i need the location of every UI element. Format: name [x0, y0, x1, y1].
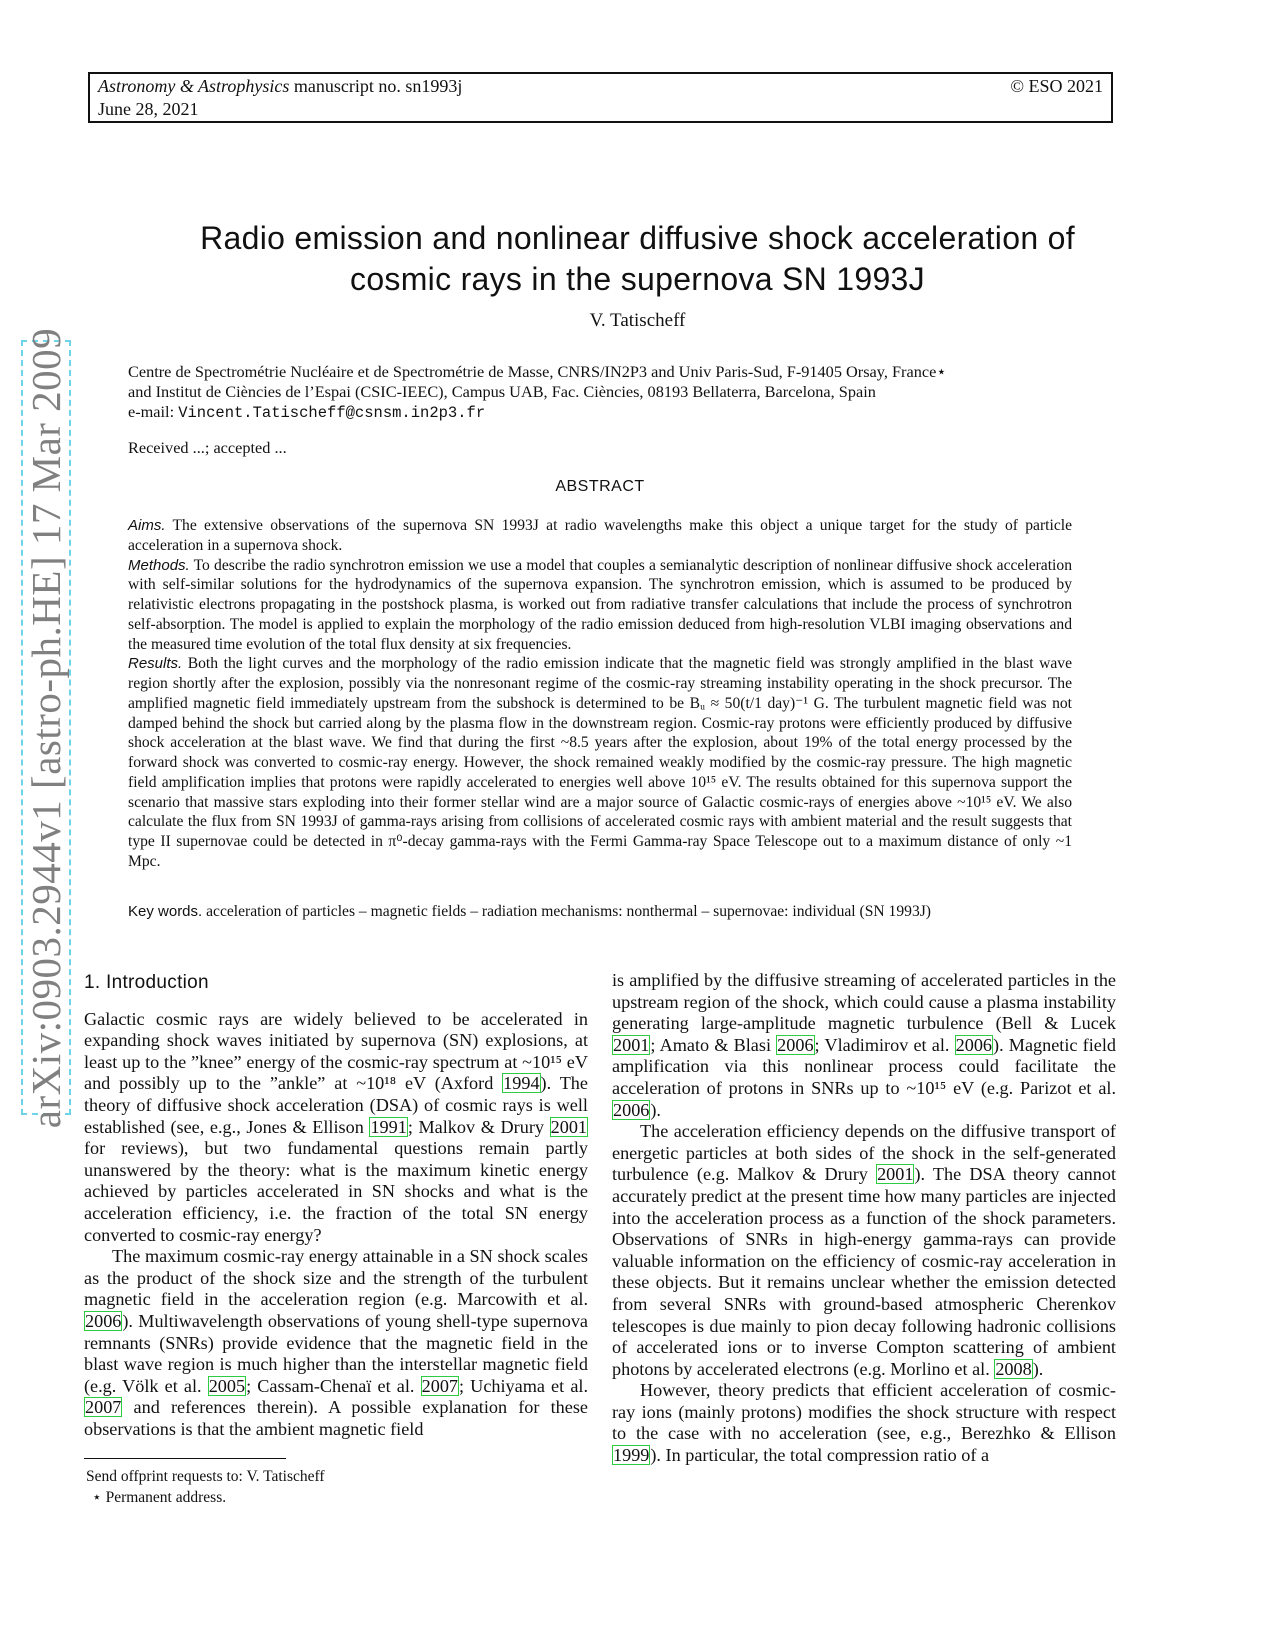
- text-run: ).: [1032, 1358, 1044, 1379]
- keywords-label: Key words.: [128, 903, 203, 920]
- email-link[interactable]: Vincent.Tatischeff@csnsm.in2p3.fr: [178, 404, 486, 422]
- paper-title: [100, 218, 1175, 300]
- left-paragraphs: [84, 1009, 588, 1441]
- journal-header: [88, 72, 1113, 123]
- left-column: [84, 970, 588, 1440]
- aims-text: The extensive observations of the supernova SN 1993J at radio wavelengths make this object a unique target for the study of particle acceleration in a supernova shock.: [128, 517, 1072, 554]
- paragraph: [84, 1246, 588, 1440]
- citation-link[interactable]: 1999: [613, 1445, 650, 1466]
- section-heading: 1. Introduction: [84, 972, 209, 993]
- text-run: The acceleration efficiency depends on the diffusive transport of energetic particles at both sides of the shock in the self-generated turbulence (e.g. Malkov & Drury: [612, 1121, 1116, 1185]
- title-line: cosmic rays in the supernova SN 1993J: [350, 261, 925, 297]
- affiliation: and Institut de Ciències de l’Espai (CSIC-IEEC), Campus UAB, Fac. Ciències, 08193 Bellaterra, Barcelona, Spain: [128, 382, 876, 401]
- author: V. Tatischeff: [589, 310, 686, 331]
- aims-label: Aims.: [128, 517, 166, 534]
- text-run: Galactic cosmic rays are widely believed to be accelerated in expanding shock waves initiated by supernova (SN) explosions, at least up to the ”knee” energy of the cosmic-ray spectrum at ~10¹⁵ eV and possibly up to the ”ankle” at ~10¹⁸ eV (Axford: [84, 1008, 588, 1094]
- arxiv-id: arXiv:0903.2944v1 [astro-ph.HE] 17 Mar 2009: [23, 327, 69, 1128]
- text-run: is amplified by the diffusive streaming of accelerated particles in the upstream region of the shock, which could cause a plasma instability generating large-amplitude magnetic turbulence (Bell & Lucek: [612, 970, 1116, 1034]
- right-column: [612, 970, 1116, 1467]
- citation-link[interactable]: 2005: [208, 1375, 246, 1396]
- text-run: ; Amato & Blasi: [650, 1034, 777, 1055]
- header-date: June 28, 2021: [98, 99, 199, 119]
- keywords: [128, 903, 931, 921]
- citation-link[interactable]: 2001: [613, 1034, 650, 1055]
- right-paragraphs: [612, 970, 1116, 1467]
- text-run: ). The theory of diffusive shock acceleration (DSA) of cosmic rays is well established (see, e.g., Jones & Ellison: [84, 1073, 588, 1137]
- citation-link[interactable]: 2001: [877, 1164, 914, 1185]
- citation-link[interactable]: 2006: [85, 1310, 122, 1331]
- abstract: [128, 516, 1072, 872]
- text-run: ). In particular, the total compression ratio of a: [650, 1445, 990, 1466]
- arxiv-stamp: [21, 327, 71, 1128]
- text-run: ; Vladimirov et al.: [814, 1034, 955, 1055]
- text-run: ). Magnetic field amplification via this nonlinear process could facilitate the acceleration of protons in SNRs up to ~10¹⁵ eV (e.g. Parizot et al.: [612, 1034, 1116, 1098]
- received-line: Received ...; accepted ...: [128, 438, 287, 457]
- text-run: ).: [650, 1099, 661, 1120]
- footnote-rule: [84, 1458, 286, 1459]
- citation-link[interactable]: 2008: [995, 1358, 1032, 1379]
- paragraph: [84, 1009, 588, 1247]
- text-run: and references therein). A possible explanation for these observations is that the ambient magnetic field: [84, 1397, 588, 1439]
- footnote-address: ⋆ Permanent address.: [92, 1489, 227, 1506]
- abstract-heading: ABSTRACT: [555, 478, 645, 495]
- methods-text: To describe the radio synchrotron emission we use a model that couples a semianalytic description of nonlinear diffusive shock acceleration with self-similar solutions for the hydrodynamics of the supernova expansion. The synchrotron emission, which is assumed to be produced by relativistic electrons propagating in the postshock plasma, is worked out from radiative transfer calculations that include the process of synchrotron self-absorption. The model is applied to explain the morphology of the radio emission deduced from high-resolution VLBI imaging observations and the measured time evolution of the total flux density at six frequencies.: [128, 556, 1072, 653]
- text-run: ; Malkov & Drury: [407, 1116, 550, 1137]
- text-run: ). Multiwavelength observations of young shell-type supernova remnants (SNRs) provide evidence that the magnetic field in the blast wave region is much higher than the interstellar magnetic field (e.g. Völk et al.: [84, 1310, 588, 1396]
- paragraph: [612, 1121, 1116, 1380]
- citation-link[interactable]: 1994: [503, 1073, 540, 1094]
- citation-link[interactable]: 2006: [955, 1034, 993, 1055]
- results-text: Both the light curves and the morphology of the radio emission indicate that the magnetic field was strongly amplified in the blast wave region shortly after the explosion, possibly via the nonresonant regime of the cosmic-ray streaming instability operating in the shock precursor. The amplified magnetic field immediately upstream from the subshock is determined to be Bᵤ ≈ 50(t/1 day)⁻¹ G. The turbulent magnetic field was not damped behind the shock but carried along by the plasma flow in the downstream region. Cosmic-ray protons were efficiently produced by diffusive shock acceleration at the blast wave. We find that during the first ~8.5 years after the explosion, about 19% of the total energy processed by the forward shock was converted to cosmic-ray energy. However, the shock remained weakly modified by the cosmic-ray pressure. The high magnetic field amplification implies that protons were rapidly accelerated to energies well above 10¹⁵ eV. The results obtained for this supernova support the scenario that massive stars exploding into their former stellar wind are a major source of Galactic cosmic-rays of energies above ~10¹⁵ eV. We also calculate the flux from SN 1993J of gamma-rays arising from collisions of accelerated cosmic rays with ambient material and the result suggests that type II supernovae could be detected in π⁰-decay gamma-rays with the Fermi Gamma-ray Space Telescope out to a maximum distance of only ~1 Mpc.: [128, 655, 1072, 870]
- text-run: However, theory predicts that efficient acceleration of cosmic-ray ions (mainly protons) modifies the shock structure with respect to the case with no acceleration (see, e.g., Berezhko & Ellison: [612, 1380, 1116, 1444]
- citation-link[interactable]: 2007: [421, 1375, 458, 1396]
- title-line: Radio emission and nonlinear diffusive shock acceleration of: [200, 220, 1075, 256]
- text-run: The maximum cosmic-ray energy attainable in a SN shock scales as the product of the shock size and the strength of the turbulent magnetic field in the acceleration region (e.g. Marcowith et al.: [84, 1246, 588, 1310]
- manuscript-number: manuscript no. sn1993j: [289, 76, 463, 96]
- paragraph: [612, 1380, 1116, 1466]
- text-run: ). The DSA theory cannot accurately predict at the present time how many particles are injected into the acceleration process as a function of the shock parameters. Observations of SNRs in high-energy gamma-rays can provide valuable information on the efficiency of cosmic-ray acceleration in these objects. But it remains unclear whether the emission detected from several SNRs with ground-based atmospheric Cherenkov telescopes is due mainly to pion decay following hadronic collisions of accelerated ions or to inverse Compton scattering of ambient photons by accelerated electrons (e.g. Morlino et al.: [612, 1164, 1116, 1379]
- copyright: © ESO 2021: [1010, 76, 1103, 96]
- citation-link[interactable]: 1991: [370, 1116, 407, 1137]
- citation-link[interactable]: 2006: [777, 1034, 814, 1055]
- footnotes: [86, 1466, 325, 1508]
- email-label: e-mail:: [128, 402, 179, 421]
- citation-link[interactable]: 2007: [85, 1397, 122, 1418]
- results-label: Results.: [128, 655, 183, 673]
- journal-name: Astronomy & Astrophysics: [98, 76, 290, 96]
- text-run: ; Uchiyama et al.: [459, 1375, 588, 1396]
- footnote-offprint: Send offprint requests to: V. Tatischeff: [86, 1468, 325, 1485]
- paragraph: [612, 970, 1116, 1121]
- text-run: ; Cassam-Chenaï et al.: [246, 1375, 421, 1396]
- affiliation: Centre de Spectrométrie Nucléaire et de Spectrométrie de Masse, CNRS/IN2P3 and Univ Paris-Sud, F-91405 Orsay, France⋆: [128, 362, 947, 381]
- affiliations: [128, 362, 946, 423]
- methods-label: Methods.: [128, 556, 190, 574]
- text-run: for reviews), but two fundamental questions remain partly unanswered by the theory: what is the maximum kinetic energy achieved by particles accelerated in SN shocks and what is the acceleration efficiency, i.e. the fraction of the total SN energy converted to cosmic-ray energy?: [84, 1138, 588, 1245]
- keywords-text: acceleration of particles – magnetic fields – radiation mechanisms: nonthermal – supernovae: individual (SN 1993J): [202, 903, 931, 920]
- citation-link[interactable]: 2001: [550, 1116, 587, 1137]
- citation-link[interactable]: 2006: [613, 1099, 650, 1120]
